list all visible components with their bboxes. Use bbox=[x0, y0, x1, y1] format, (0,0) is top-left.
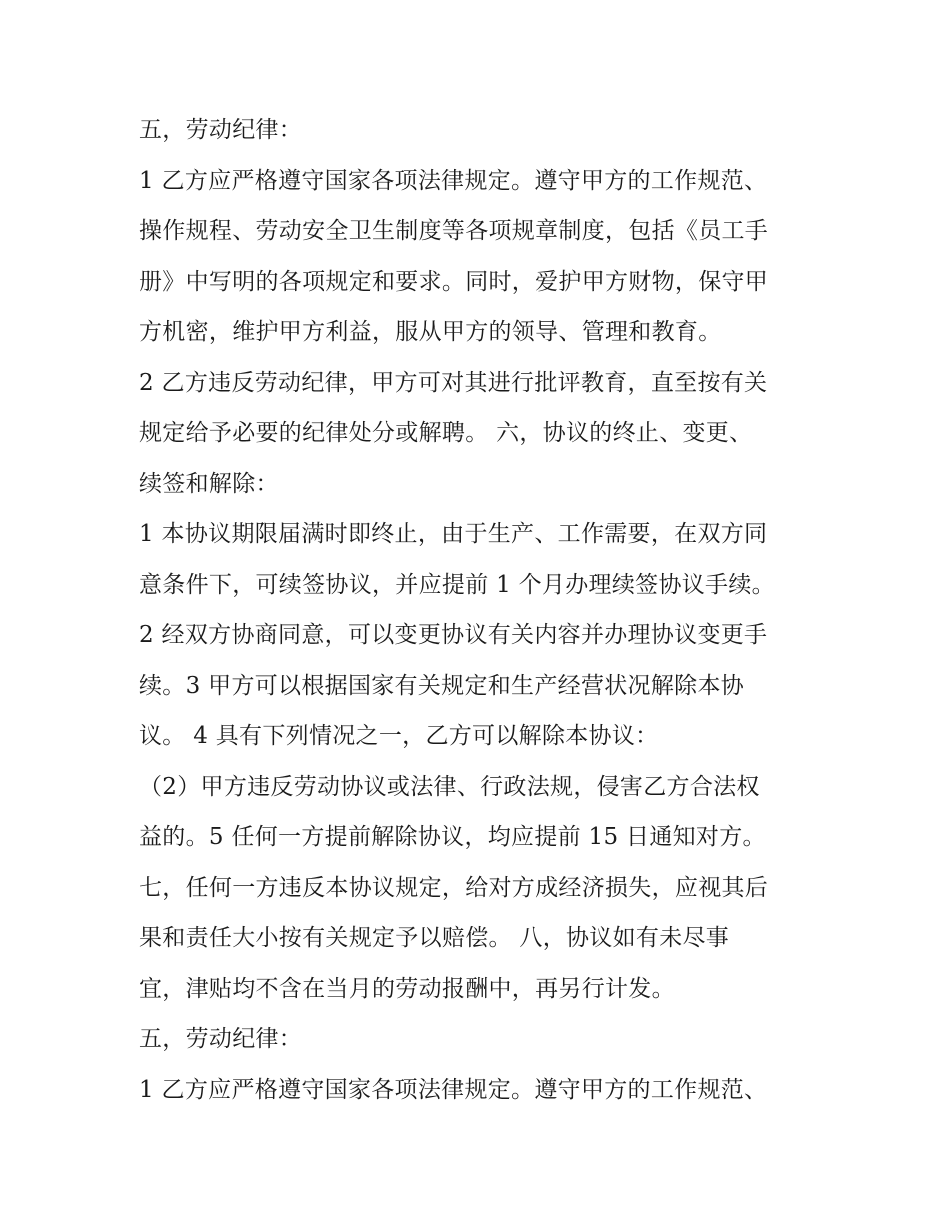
paragraph-line: 操作规程、劳动安全卫生制度等各项规章制度，包括《员工手 bbox=[139, 218, 769, 244]
paragraph-line: 果和责任大小按有关规定予以赔偿。 八，协议如有未尽事 bbox=[139, 925, 730, 951]
paragraph-line: 2 经双方协商同意，可以变更协议有关内容并办理协议变更手 bbox=[139, 622, 768, 648]
paragraph-line: 册》中写明的各项规定和要求。同时，爱护甲方财物，保守甲 bbox=[139, 269, 769, 295]
section-heading-labor-discipline: 五，劳动纪律： bbox=[139, 117, 303, 143]
paragraph-line: 1 乙方应严格遵守国家各项法律规定。遵守甲方的工作规范、 bbox=[139, 1077, 768, 1103]
paragraph-line: 宜，津贴均不含在当月的劳动报酬中，再另行计发。 bbox=[139, 976, 675, 1002]
paragraph-line: 意条件下，可续签协议，并应提前 1 个月办理续签协议手续。 bbox=[139, 572, 775, 598]
paragraph-line: 续签和解除： bbox=[139, 471, 279, 497]
paragraph-line: 1 乙方应严格遵守国家各项法律规定。遵守甲方的工作规范、 bbox=[139, 168, 768, 194]
paragraph-line: 2 乙方违反劳动纪律，甲方可对其进行批评教育，直至按有关 bbox=[139, 370, 768, 396]
paragraph-line: 议。 4 具有下列情况之一，乙方可以解除本协议： bbox=[139, 723, 659, 749]
section-heading-labor-discipline: 五，劳动纪律： bbox=[139, 1026, 303, 1052]
paragraph-line: 1 本协议期限届满时即终止，由于生产、工作需要，在双方同 bbox=[139, 521, 768, 547]
paragraph-line: 益的。5 任何一方提前解除协议，均应提前 15 日通知对方。 bbox=[139, 824, 766, 850]
paragraph-line: 方机密，维护甲方利益，服从甲方的领导、管理和教育。 bbox=[139, 319, 722, 345]
paragraph-line: 续。3 甲方可以根据国家有关规定和生产经营状况解除本协 bbox=[139, 673, 745, 699]
paragraph-line: 七，任何一方违反本协议规定，给对方成经济损失，应视其后 bbox=[139, 875, 769, 901]
paragraph-line: （2）甲方违反劳动协议或法律、行政法规，侵害乙方合法权 bbox=[139, 774, 760, 800]
paragraph-line: 规定给予必要的纪律处分或解聘。 六，协议的终止、变更、 bbox=[139, 420, 753, 446]
